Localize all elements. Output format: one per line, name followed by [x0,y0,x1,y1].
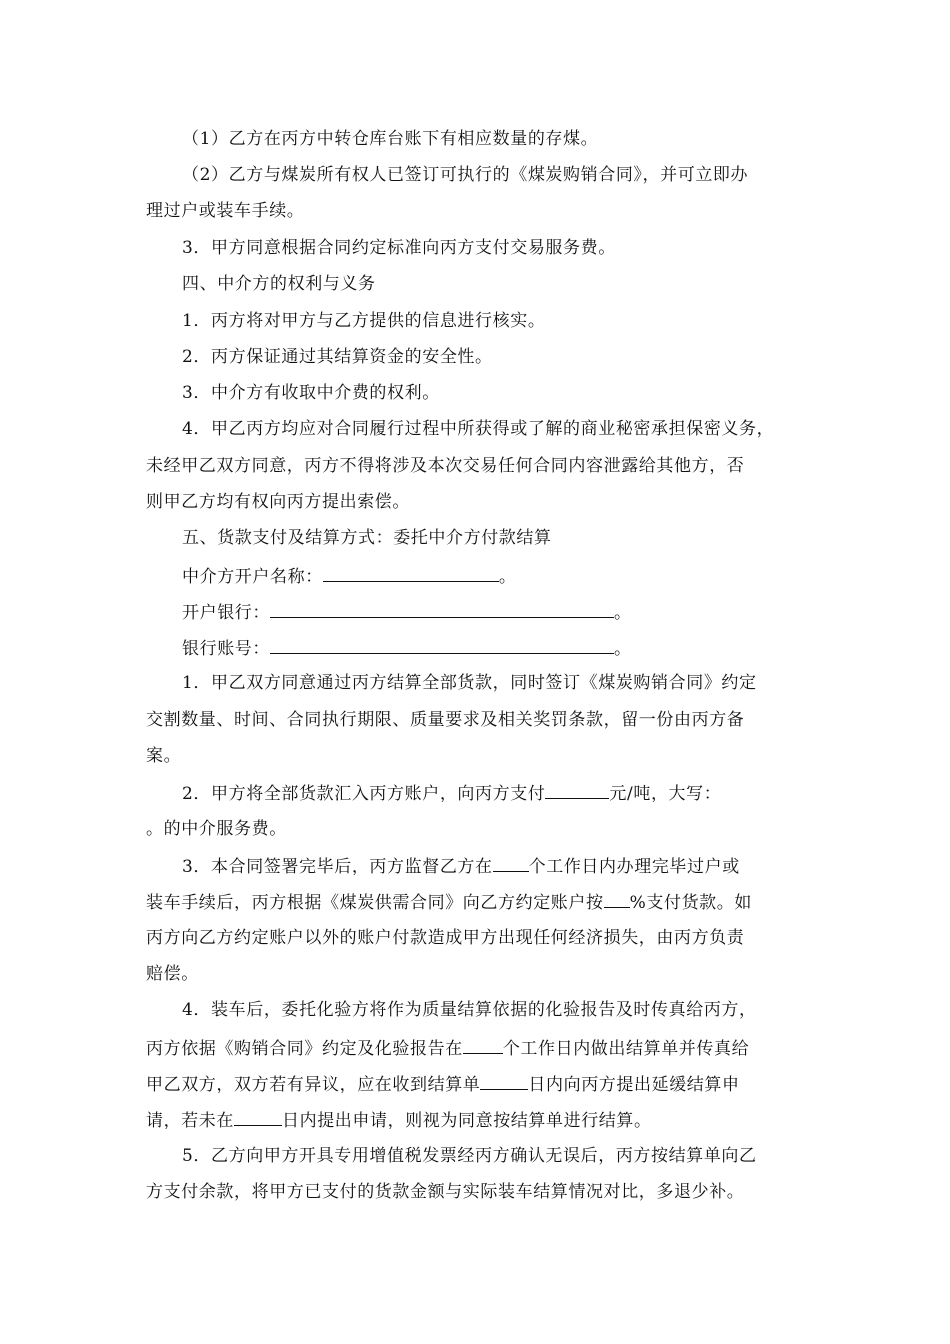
text: 1．丙方将对甲方与乙方提供的信息进行核实。 [182,311,546,331]
paragraph-line [182,419,852,439]
paragraph-line [182,238,852,258]
text: 理过户或装车手续。 [146,201,305,221]
paragraph-line [146,456,816,476]
text: 。 [614,603,632,621]
paragraph-line [182,311,852,331]
paragraph-line [146,928,816,948]
paragraph-line [146,1073,816,1093]
fill-blank [545,782,609,799]
text: 四、中介方的权利与义务 [182,274,376,294]
fill-blank [270,637,614,654]
paragraph-line [182,782,852,802]
text: 开户银行： [182,603,270,621]
text: 装车手续后，丙方根据《煤炭供需合同》向乙方约定账户按 [146,893,604,911]
text: 日内提出申请，则视为同意按结算单进行结算。 [282,1111,652,1129]
text: 请，若未在 [146,1111,234,1129]
text: 丙方依据《购销合同》约定及化验报告在 [146,1039,463,1057]
text: 五、货款支付及结算方式：委托中介方付款结算 [182,528,552,548]
paragraph-line [146,1037,816,1057]
text: %支付货款。如 [629,893,752,911]
text: 3．本合同签署完毕后，丙方监督乙方在 [182,857,493,875]
paragraph-line [182,1146,852,1166]
paragraph-line [146,746,816,766]
text: 2．甲方将全部货款汇入丙方账户，向丙方支付 [182,784,546,802]
text: （1）乙方在丙方中转仓库台账下有相应数量的存煤。 [182,129,599,149]
text: 1．甲乙双方同意通过丙方结算全部货款，同时签订《煤炭购销合同》约定 [182,673,757,693]
bank-line [182,601,852,621]
paragraph-line [146,819,816,839]
paragraph-line [146,492,816,512]
text: 3．甲方同意根据合同约定标准向丙方支付交易服务费。 [182,238,616,258]
text: 3．中介方有收取中介费的权利。 [182,383,440,403]
fill-blank [463,1037,503,1054]
paragraph-line [182,347,852,367]
text: 方支付余款，将甲方已支付的货款金额与实际装车结算情况对比，多退少补。 [146,1182,745,1202]
fill-blank [480,1073,528,1090]
text: 案。 [146,746,182,766]
fill-blank [604,891,630,908]
text: 个工作日内做出结算单并传真给 [502,1039,750,1057]
text: 甲乙双方，双方若有异议，应在收到结算单 [146,1075,481,1093]
text: 元/吨，大写： [609,784,722,802]
fill-blank [270,601,614,618]
text: 2．丙方保证通过其结算资金的安全性。 [182,347,493,367]
text: 交割数量、时间、合同执行期限、质量要求及相关奖罚条款，留一份由丙方备 [146,710,745,730]
text: 未经甲乙双方同意，丙方不得将涉及本次交易任何合同内容泄露给其他方，否 [146,456,745,476]
text: 5．乙方向甲方开具专用增值税发票经丙方确认无误后，丙方按结算单向乙 [182,1146,757,1166]
paragraph-line [182,129,852,149]
fill-blank [493,855,529,872]
text: 赔偿。 [146,964,199,984]
paragraph-line [146,201,816,221]
paragraph-line [182,673,852,693]
text: 则甲乙方均有权向丙方提出索偿。 [146,492,410,512]
text: 银行账号： [182,639,270,657]
paragraph-line [182,855,852,875]
text: 。 [614,639,632,657]
paragraph-line [146,891,816,911]
section-heading [182,274,852,294]
section-heading [182,528,852,548]
fill-blank [234,1109,282,1126]
text: 丙方向乙方约定账户以外的账户付款造成甲方出现任何经济损失，由丙方负责 [146,928,745,948]
paragraph-line [182,1000,852,1020]
text: 。的中介服务费。 [146,819,287,839]
paragraph-line [146,964,816,984]
text: 4．装车后，委托化验方将作为质量结算依据的化验报告及时传真给丙方， [182,1000,757,1020]
text: （2）乙方与煤炭所有权人已签订可执行的《煤炭购销合同》，并可立即办 [182,165,749,185]
text: 4．甲乙丙方均应对合同履行过程中所获得或了解的商业秘密承担保密义务， [182,419,775,439]
paragraph-line [182,165,852,185]
account-name-line [182,565,852,585]
text: 中介方开户名称： [182,567,323,585]
paragraph-line [182,383,852,403]
paragraph-line [146,1109,816,1129]
paragraph-line [146,1182,816,1202]
text: 日内向丙方提出延缓结算申 [528,1075,740,1093]
text: 个工作日内办理完毕过户或 [528,857,740,875]
account-number-line [182,637,852,657]
text: 。 [498,567,517,585]
paragraph-line [146,710,816,730]
fill-blank [323,565,499,582]
